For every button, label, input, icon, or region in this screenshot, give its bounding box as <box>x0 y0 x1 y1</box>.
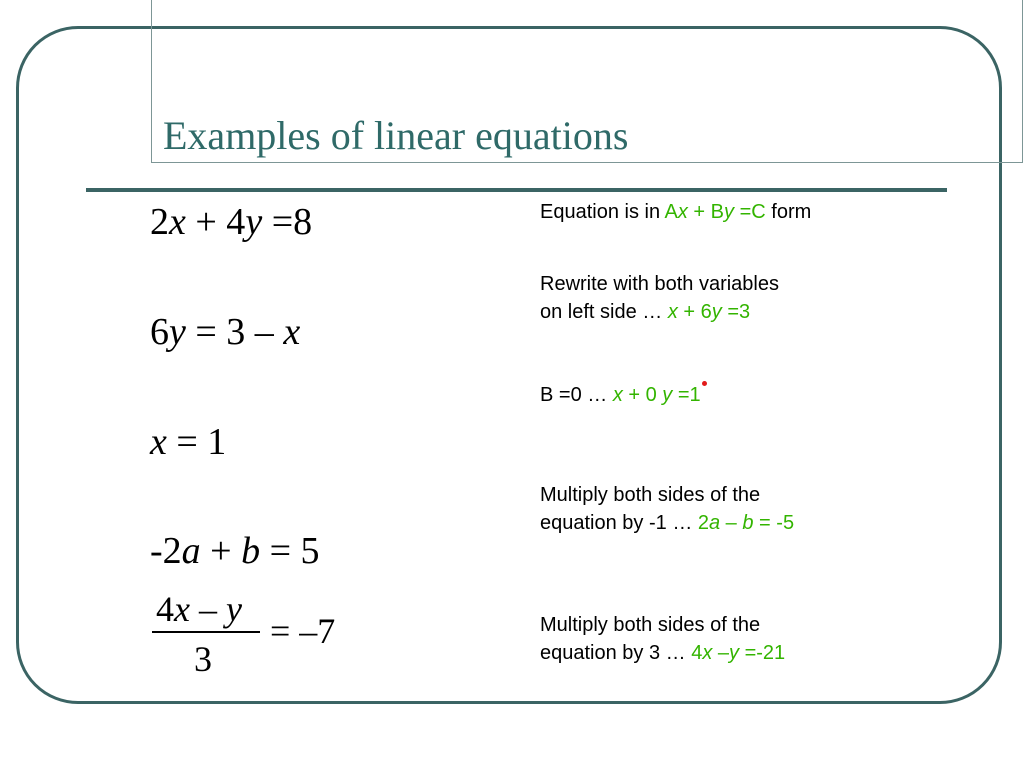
note1-gv1: x <box>677 201 688 223</box>
note5-line2 <box>540 639 785 667</box>
equation-1 <box>150 200 312 244</box>
note-3 <box>540 381 701 409</box>
equation-3 <box>150 420 226 464</box>
title-divider <box>86 188 947 192</box>
eq1-mid: + 4 <box>185 201 246 243</box>
note1-g1: A <box>664 201 678 223</box>
note1-g2: + B <box>687 201 725 223</box>
eq2-var-x: x <box>283 311 301 353</box>
note3-gv2: y <box>662 384 673 406</box>
note1-text: Equation is in <box>540 201 665 223</box>
note2-text: on left side … <box>540 301 668 323</box>
num-minus: – <box>189 589 226 629</box>
note5-g3: =-21 <box>739 642 786 664</box>
fraction-bar <box>152 631 260 633</box>
note4-eq <box>698 512 794 534</box>
eq1-var-x: x <box>169 201 186 243</box>
equation-2 <box>150 310 300 354</box>
note4-line1: Multiply both sides of the <box>540 484 761 506</box>
note3-g1: + 0 <box>622 384 663 406</box>
note-4 <box>540 481 794 537</box>
note5-line1: Multiply both sides of the <box>540 614 761 636</box>
num-var-y: y <box>225 589 242 629</box>
eq2-var-y: y <box>169 311 186 353</box>
eq2-coef: 6 <box>150 311 169 353</box>
note1-form <box>665 201 766 223</box>
note-5 <box>540 611 785 667</box>
equation-5-fraction <box>150 588 370 688</box>
note-1 <box>540 198 811 226</box>
eq1-rest: =8 <box>262 201 313 243</box>
eq3-rest: = 1 <box>166 421 227 463</box>
note4-g2: – <box>720 512 743 534</box>
note1-gv2: y <box>724 201 735 223</box>
note2-gv2: y <box>711 301 722 323</box>
fraction-rhs: = –7 <box>270 611 336 651</box>
eq4-var-a: a <box>181 530 201 572</box>
eq1-coef: 2 <box>150 201 169 243</box>
note3-eq <box>613 384 701 406</box>
multiply-dot <box>702 381 707 386</box>
eq2-mid: = 3 – <box>185 311 284 353</box>
note4-g3: = -5 <box>753 512 795 534</box>
note3-text: B =0 … <box>540 384 613 406</box>
note5-eq <box>691 642 785 664</box>
note5-g1: 4 <box>691 642 703 664</box>
note2-eq <box>668 301 750 323</box>
note4-g1: 2 <box>697 512 709 534</box>
eq4-mid: + <box>200 530 242 572</box>
note1-g3: =C <box>734 201 766 223</box>
note-2 <box>540 270 779 326</box>
note2-g1: + 6 <box>677 301 712 323</box>
num-coef: 4 <box>156 589 174 629</box>
equation-4 <box>150 529 320 573</box>
note2-line1: Rewrite with both variables <box>540 273 779 295</box>
note5-g2: – <box>712 642 730 664</box>
note2-gv1: x <box>667 301 678 323</box>
note3-g2: =1 <box>672 384 701 406</box>
eq1-var-y: y <box>245 201 263 243</box>
note3-gv1: x <box>612 384 623 406</box>
note5-gv2: y <box>729 642 740 664</box>
slide-title: Examples of linear equations <box>163 113 629 158</box>
note4-line2 <box>540 509 794 537</box>
num-var-x: x <box>174 589 190 629</box>
note4-text: equation by -1 … <box>540 512 698 534</box>
note4-gv1: a <box>709 512 721 534</box>
eq4-rest: = 5 <box>260 530 320 572</box>
fraction-denominator: 3 <box>194 639 212 679</box>
eq4-var-b: b <box>241 530 261 572</box>
eq3-var-x: x <box>150 421 167 463</box>
note2-g2: =3 <box>721 301 751 323</box>
note5-text: equation by 3 … <box>540 642 692 664</box>
note1-tail: form <box>765 201 812 223</box>
fraction-numerator <box>156 588 242 630</box>
note4-gv2: b <box>742 512 754 534</box>
note5-gv1: x <box>702 642 713 664</box>
eq4-coef: -2 <box>150 530 182 572</box>
note2-line2 <box>540 298 779 326</box>
